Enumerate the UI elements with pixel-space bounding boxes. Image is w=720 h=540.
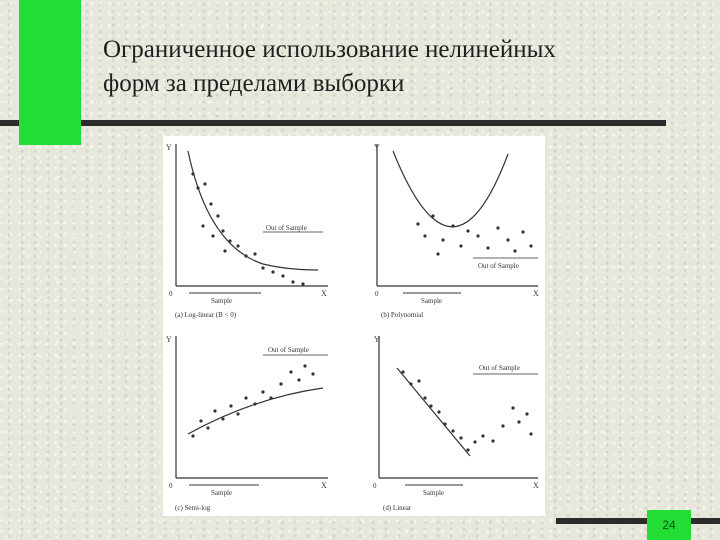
panel-b-fit-curve	[393, 151, 508, 227]
panel-c-x-label: X	[321, 481, 327, 490]
panel-d-oos-label: Out of Sample	[479, 364, 520, 372]
panel-b-x-label: X	[533, 289, 539, 298]
figure-svg	[163, 136, 545, 516]
panel-d-fit-line	[397, 368, 470, 456]
panel-a	[166, 143, 328, 319]
page-number: 24	[662, 518, 676, 532]
footer-rule-right	[691, 518, 720, 524]
page-number-box	[647, 510, 691, 540]
panel-c-points	[191, 364, 314, 437]
panel-c-origin-label: 0	[169, 482, 173, 490]
title-rule-left	[0, 120, 19, 126]
panel-b-caption: (b) Polynomial	[381, 311, 424, 319]
panel-c-sample-label: Sample	[211, 489, 232, 497]
panel-c	[166, 335, 328, 512]
panel-d-caption: (d) Linear	[383, 504, 412, 512]
slide-title	[103, 33, 693, 101]
panel-b-origin-label: 0	[375, 290, 379, 298]
panel-d-points	[401, 370, 532, 451]
panel-d-x-label: X	[533, 481, 539, 490]
slide-title-line2: форм за пределами выборки	[103, 70, 405, 97]
panel-b	[374, 143, 539, 319]
panel-d-origin-label: 0	[373, 482, 377, 490]
panel-b-y-label: Y	[374, 143, 380, 152]
footer-rule	[556, 518, 647, 524]
panel-a-fit-curve	[188, 151, 318, 270]
panel-c-oos-label: Out of Sample	[268, 346, 309, 354]
panel-a-origin-label: 0	[169, 290, 173, 298]
title-rule	[81, 120, 666, 126]
panel-d-y-label: Y	[374, 335, 380, 344]
panel-a-caption: (a) Log-linear (B < 0)	[175, 311, 237, 319]
panel-d-sample-label: Sample	[423, 489, 444, 497]
accent-bar	[19, 0, 81, 145]
slide-title-line1: Ограниченное использование нелинейных	[103, 36, 556, 63]
panel-c-y-label: Y	[166, 335, 172, 344]
panel-a-y-label: Y	[166, 143, 172, 152]
panel-a-oos-label: Out of Sample	[266, 224, 307, 232]
panel-b-oos-label: Out of Sample	[478, 262, 519, 270]
panel-b-sample-label: Sample	[421, 297, 442, 305]
panel-a-sample-label: Sample	[211, 297, 232, 305]
figure-panel	[163, 136, 545, 516]
panel-c-caption: (c) Semi-log	[175, 504, 211, 512]
panel-d	[373, 335, 539, 512]
panel-b-points	[416, 214, 532, 255]
panel-a-x-label: X	[321, 289, 327, 298]
